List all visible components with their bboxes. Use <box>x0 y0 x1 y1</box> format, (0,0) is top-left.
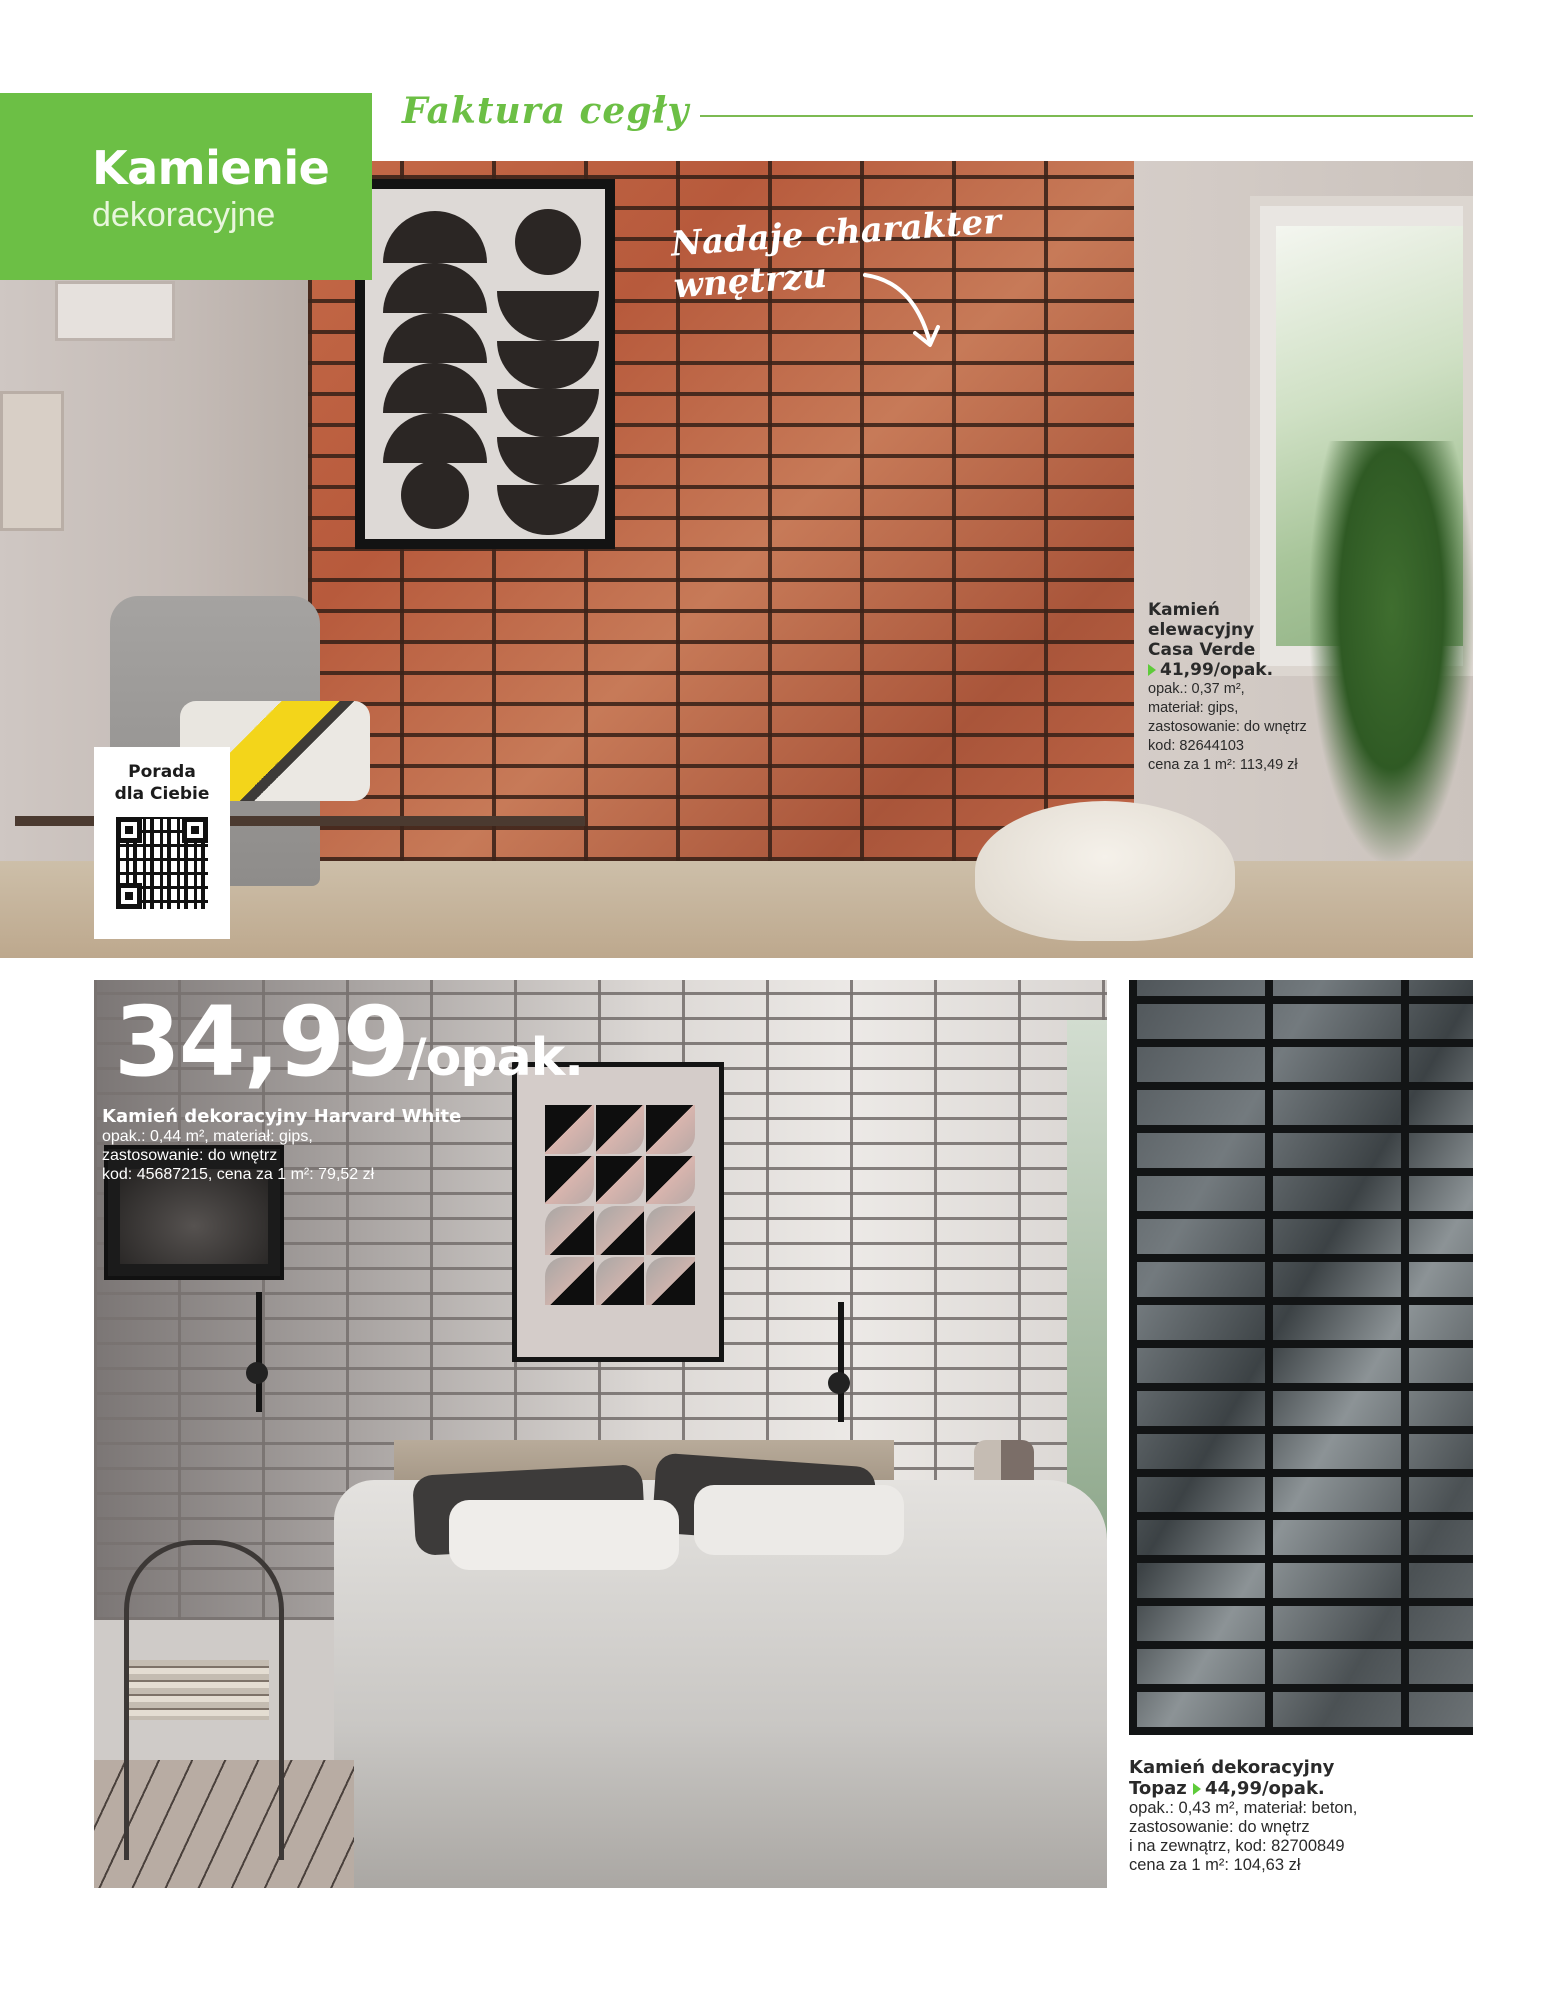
wall-frame <box>55 281 175 341</box>
geometric-poster <box>355 179 615 549</box>
product-label-harvard-white: Kamień dekoracyjny Harvard White opak.: 0,44 m², materiał: gips, zastosowanie: do wnętrz kod: 45687215, cena za 1 m²: 79,52 zł <box>102 1106 462 1183</box>
product-price: 44,99/opak. <box>1205 1778 1325 1799</box>
topaz-stone-swatch <box>1129 980 1473 1735</box>
product-label-topaz: Kamień dekoracyjny Topaz 44,99/opak. opak.: 0,43 m², materiał: beton, zastosowanie: do wnętrz i na zewnątrz, kod: 82700849 cena za 1 m²: 104,63 zł <box>1129 1757 1358 1874</box>
pouf <box>975 801 1235 941</box>
wall-lamp <box>838 1302 844 1422</box>
section-divider <box>700 115 1473 117</box>
product-price: 41,99/opak. <box>1148 660 1448 680</box>
price-headline: 34,99/opak. <box>114 986 584 1098</box>
wall-frame <box>0 391 64 531</box>
qr-advice-card[interactable]: Porada dla Ciebie <box>94 747 230 939</box>
category-subtitle: dekoracyjne <box>92 196 276 234</box>
category-title: Kamienie <box>92 141 330 195</box>
window <box>1067 1020 1107 1540</box>
price-marker-icon <box>1148 664 1156 676</box>
pillow <box>449 1500 679 1570</box>
category-badge <box>0 93 372 280</box>
wall-lamp <box>256 1292 262 1412</box>
annotation-text: Nadaje charakter wnętrzu <box>669 201 1003 307</box>
pillow <box>694 1485 904 1555</box>
curved-arrow-icon <box>860 265 950 355</box>
price-marker-icon <box>1193 1783 1201 1795</box>
book-stack <box>129 1660 269 1720</box>
section-title: Faktura cegły <box>402 90 690 132</box>
geometric-poster <box>512 1062 724 1362</box>
qr-code-icon[interactable] <box>116 817 208 909</box>
white-brick-bedroom-photo <box>94 980 1107 1888</box>
product-label-casa-verde: Kamień elewacyjny Casa Verde 41,99/opak. opak.: 0,37 m², materiał: gips, zastosowanie: do wnętrz kod: 82644103 cena za 1 m²: 113,49 zł <box>1148 600 1448 775</box>
